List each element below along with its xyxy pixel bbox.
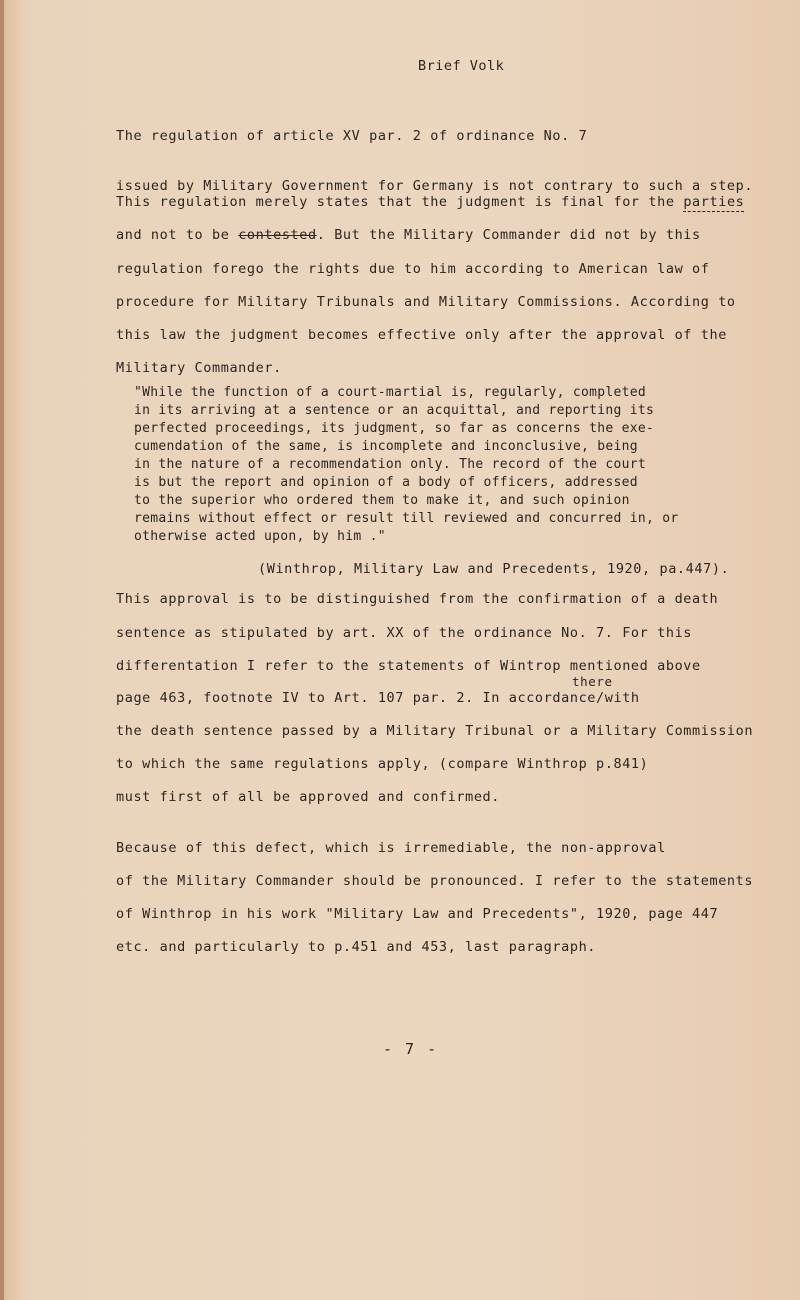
paragraph-2-line-5: the death sentence passed by a Military Tribunal or a Military Commission xyxy=(116,723,754,739)
paragraph-2-line-7: must first of all be approved and confirmed. xyxy=(116,789,501,805)
quote-line-6: is but the report and opinion of a body of officers, addressed xyxy=(134,475,638,490)
overtyped-word-contested: contested xyxy=(238,227,317,243)
underlined-word-parties: parties xyxy=(683,194,745,210)
paragraph-1-line-1: The regulation of article XV par. 2 of ordinance No. 7 xyxy=(116,128,588,144)
quote-line-2: in its arriving at a sentence or an acquittal, and reporting its xyxy=(134,403,655,418)
paragraph-1-line-4-text-b: . But the Military Commander did not by this xyxy=(316,227,701,243)
paragraph-1-line-3 xyxy=(116,194,744,210)
paragraph-1-line-3-text: This regulation merely states that the judgment is final for the xyxy=(116,194,684,210)
quote-line-5: in the nature of a recommendation only. The record of the court xyxy=(134,457,646,472)
paragraph-3-line-3: of Winthrop in his work "Military Law and Precedents", 1920, page 447 xyxy=(116,906,719,922)
page-number: - 7 - xyxy=(383,1040,439,1058)
paragraph-3-line-2: of the Military Commander should be pronounced. I refer to the statements xyxy=(116,873,754,889)
paragraph-1-line-6: procedure for Military Tribunals and Military Commissions. According to xyxy=(116,294,736,310)
document-header: Brief Volk xyxy=(418,58,505,74)
paragraph-1-line-7: this law the judgment becomes effective only after the approval of the xyxy=(116,327,727,343)
paragraph-3-line-4: etc. and particularly to p.451 and 453, last paragraph. xyxy=(116,939,597,955)
quote-line-8: remains without effect or result till reviewed and concurred in, or xyxy=(134,511,679,526)
quote-line-4: cumendation of the same, is incomplete and inconclusive, being xyxy=(134,439,638,454)
paragraph-2-line-6: to which the same regulations apply, (compare Winthrop p.841) xyxy=(116,756,649,772)
paragraph-3-line-1: Because of this defect, which is irremediable, the non-approval xyxy=(116,840,666,856)
quote-line-7: to the superior who ordered them to make it, and such opinion xyxy=(134,493,630,508)
quote-line-9: otherwise acted upon, by him ." xyxy=(134,529,386,544)
quote-line-1: "While the function of a court-martial is, regularly, completed xyxy=(134,385,646,400)
paragraph-2-line-1: This approval is to be distinguished from the confirmation of a death xyxy=(116,591,719,607)
paragraph-1-line-2: issued by Military Government for Germany is not contrary to such a step. xyxy=(116,178,754,194)
paragraph-1-line-4 xyxy=(116,227,701,243)
page-edge xyxy=(0,0,4,1300)
citation: (Winthrop, Military Law and Precedents, 1920, pa.447). xyxy=(258,561,730,577)
quote-line-3: perfected proceedings, its judgment, so far as concerns the exe- xyxy=(134,421,655,436)
paragraph-1-line-4-text-a: and not to be xyxy=(116,227,239,243)
paragraph-2-line-4: page 463, footnote IV to Art. 107 par. 2. In accordance/with xyxy=(116,690,640,706)
paragraph-1-line-8: Military Commander. xyxy=(116,360,282,376)
paragraph-2-line-2: sentence as stipulated by art. XX of the ordinance No. 7. For this xyxy=(116,625,693,641)
paragraph-1-line-5: regulation forego the rights due to him according to American law of xyxy=(116,261,710,277)
handwritten-insert-there: there xyxy=(572,674,613,689)
paragraph-2-line-3: differentation I refer to the statements of Wintrop mentioned above xyxy=(116,658,701,674)
